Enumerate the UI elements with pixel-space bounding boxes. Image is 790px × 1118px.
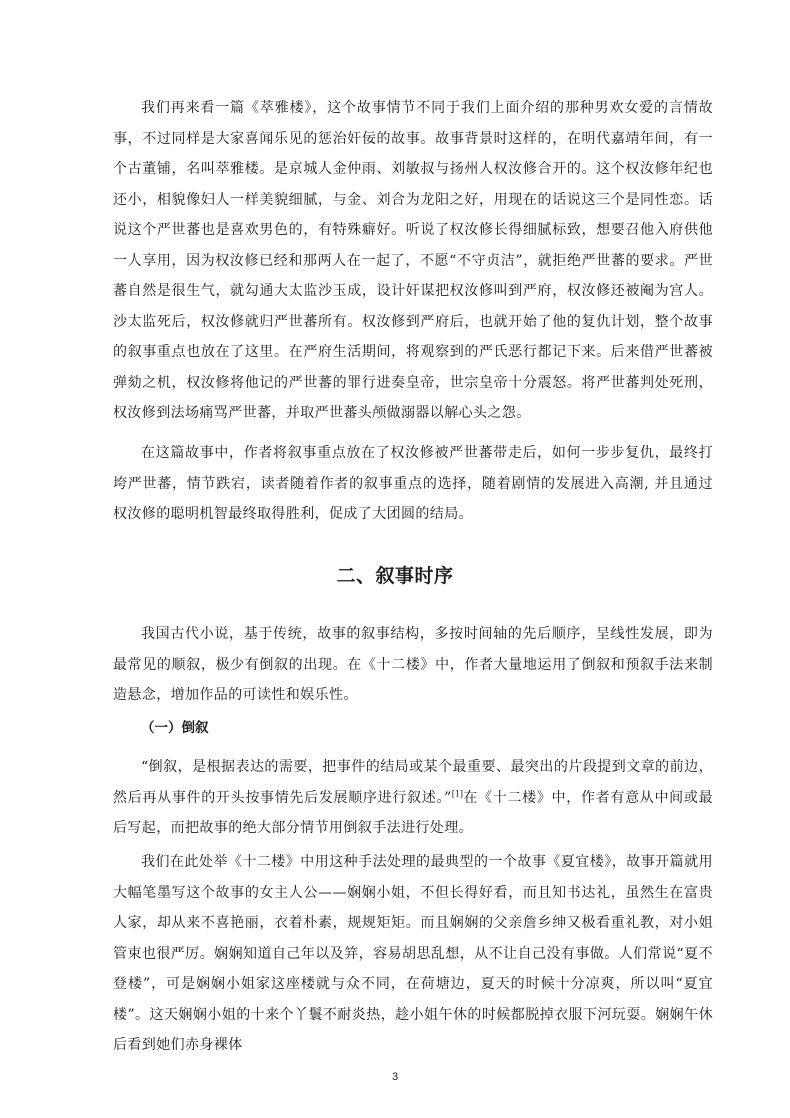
paragraph-xiayilou-example: 我们在此处举《十二楼》中用这种手法处理的最典型的一个故事《夏宜楼》，故事开篇就用大幅笔墨写这个故事的女主人公——娴娴小姐，不但长得好看，而且知书达礼，虽然生在富贵人家，却从来不喜艳丽，衣着朴素，规规矩矩。而且娴娴的父亲詹乡绅又极看重礼教，对小姐管束也很严厉。娴娴知道自己年以及笄，容易胡思乱想，从不让自己没有事做。人们常说“夏不登楼”，可是娴娴小姐家这座楼就与众不同，在荷塘边，夏天的时候十分凉爽，所以叫“夏宜楼”。这天娴娴小姐的十来个丫鬟不耐炎热，趁小姐午休的时候都脱掉衣服下河玩耍。娴娴午休后看到她们赤身裸体 <box>113 854 713 1053</box>
page-number: 3 <box>391 1071 399 1083</box>
paragraph-cuiyalou-analysis: 在这篇故事中，作者将叙事重点放在了权汝修被严世蕃带走后，如何一步步复仇，最终打垮严世蕃，情节跌宕，读者随着作者的叙事重点的选择，随着剧情的发展进入高潮, 并且通过权汝修的聪明机智最终取得胜利，促成了大团圆的结局。 <box>113 445 713 522</box>
section-heading: 二、叙事时序 <box>336 565 454 587</box>
paragraph-cuiyalou-summary: 我们再来看一篇《萃雅楼》，这个故事情节不同于我们上面介绍的那种男欢女爱的言情故事，不过同样是大家喜闻乐见的惩治奸佞的故事。故事背景时这样的，在明代嘉靖年间，有一个古董铺，名叫萃雅楼。是京城人金仲雨、刘敏叔与扬州人权汝修合开的。这个权汝修年纪也还小，相貌像妇人一样美貌细腻，与金、刘合为龙阳之好，用现在的话说这三个是同性恋。话说这个严世蕃也是喜欢男色的，有特殊癖好。听说了权汝修长得细腻标致，想要召他入府供他一人享用，因为权汝修已经和那两人在一起了，不愿“不守贞洁”，就拒绝严世蕃的要求。严世蕃自然是很生气，就勾通大太监沙玉成，设计奸谋把权汝修叫到严府，权汝修还被阉为宫人。沙太监死后，权汝修就归严世蕃所有。权汝修到严府后，也就开始了他的复仇计划，整个故事的叙事重点也放在了这里。在严府生活期间，将观察到的严氏恶行都记下来。后来借严世蕃被弹劾之机，权汝修将他记的严世蕃的罪行进奏皇帝，世宗皇帝十分震怒。将严世蕃判处死刑，权汝修到法场痛骂严世蕃，并取严世蕃头颅做溺器以解心头之怨。 <box>113 100 713 421</box>
footnote-reference[interactable]: [1] <box>451 788 464 798</box>
flashback-quote: “倒叙，是根据表达的需要，把事件的结局或某个最重要、最突出的片段提到文章的前边，然后再从事件的开头按事情先后发展顺序进行叙述。” <box>113 759 713 806</box>
flashback-quote-continuation: 在《十二楼》中，作者有意从中间或最后写起，而把故事的绝大部分情节用倒叙手法进行处理。 <box>113 789 713 836</box>
subsection-heading: （一）倒叙 <box>141 720 209 736</box>
paragraph-flashback-definition <box>113 752 713 844</box>
paragraph-narrative-order-intro: 我国古代小说，基于传统，故事的叙事结构，多按时间轴的先后顺序，呈线性发展，即为最常见的顺叙，极少有倒叙的出现。在《十二楼》中，作者大量地运用了倒叙和预叙手法来制造悬念，增加作品的可读性和娱乐性。 <box>113 626 713 703</box>
